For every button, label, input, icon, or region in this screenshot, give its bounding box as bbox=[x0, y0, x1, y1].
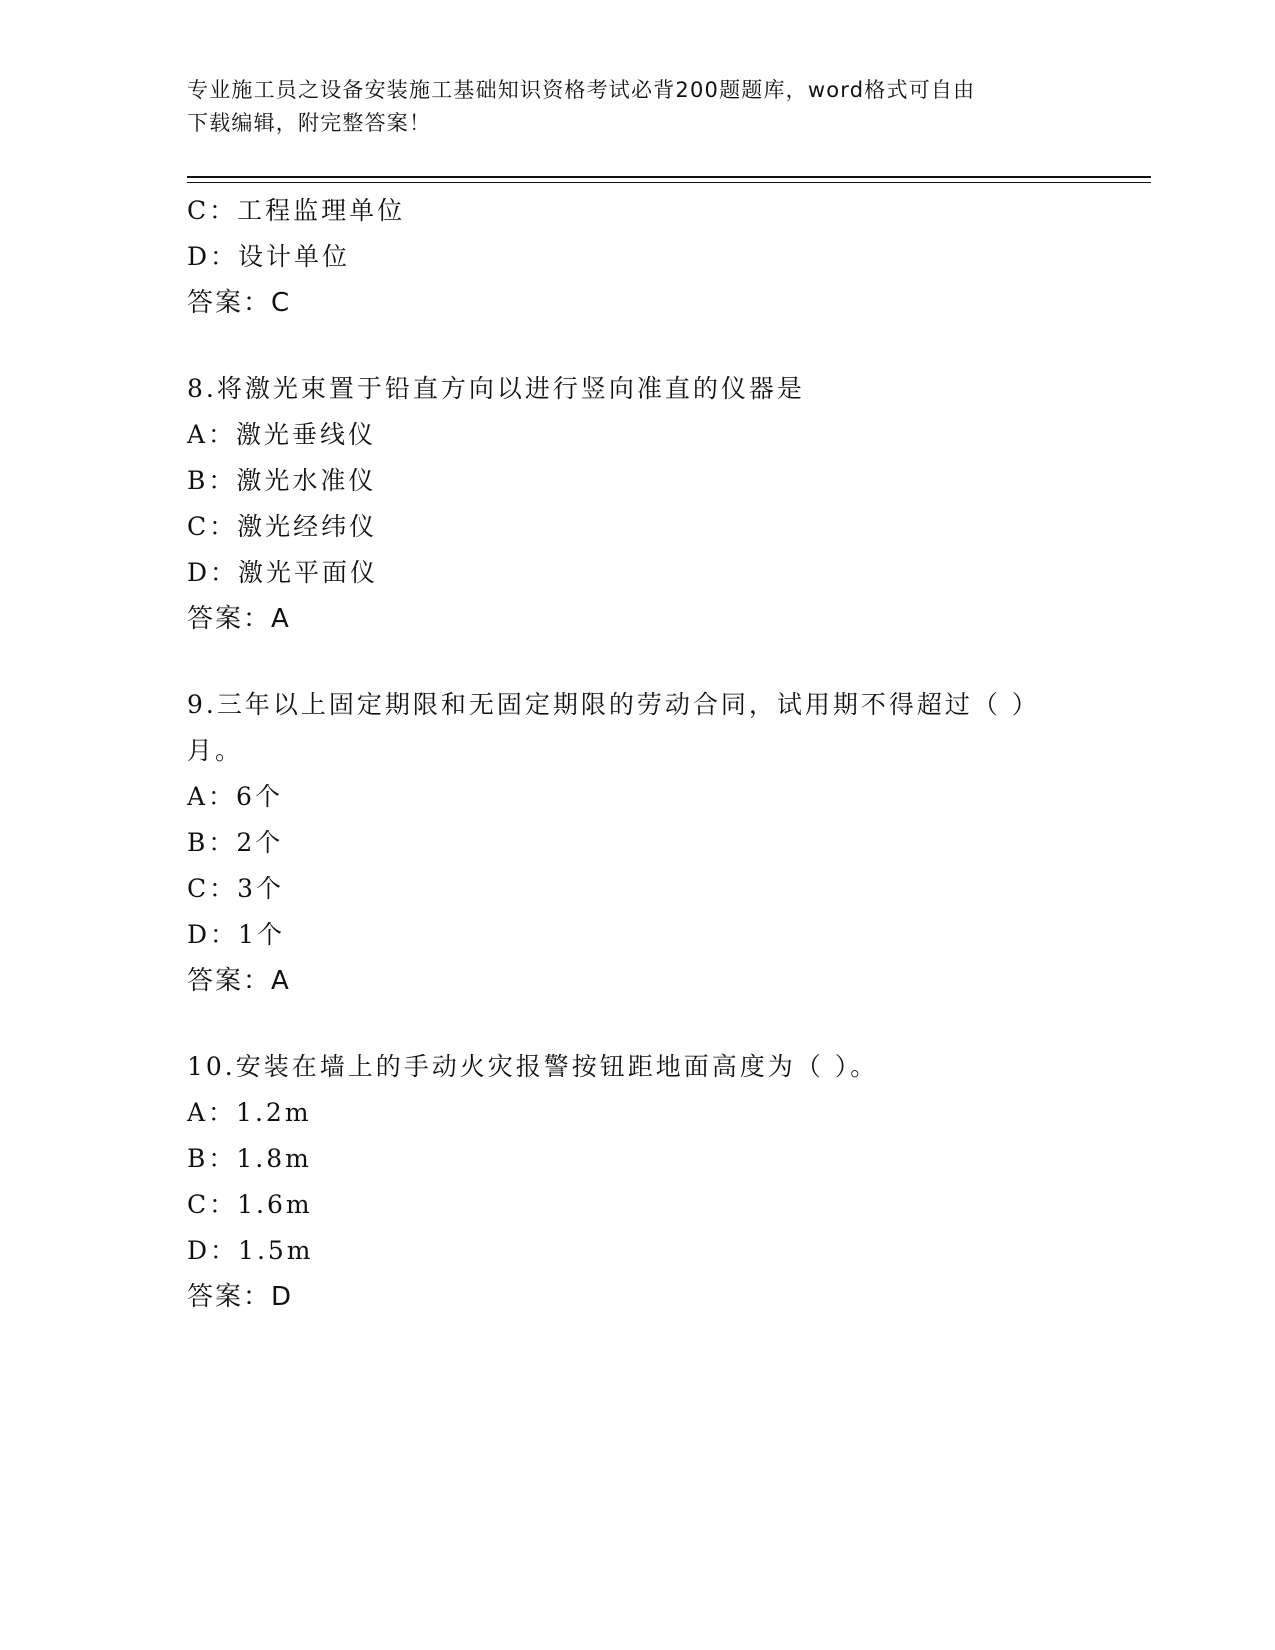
spacer bbox=[187, 326, 1087, 366]
option-a: A：激光垂线仪 bbox=[187, 420, 377, 449]
option-d: D：设计单位 bbox=[187, 242, 351, 271]
question-stem-continued: 月。 bbox=[187, 736, 244, 765]
option-d: D：1个 bbox=[187, 920, 285, 949]
header-divider-thin bbox=[187, 182, 1151, 183]
spacer bbox=[187, 642, 1087, 682]
answer-line: 答案：C bbox=[187, 288, 292, 318]
header-line-1: 专业施工员之设备安装施工基础知识资格考试必背200题题库，word格式可自由 bbox=[187, 78, 976, 102]
option-c: C：1.6m bbox=[187, 1190, 313, 1219]
answer-line: 答案：D bbox=[187, 1282, 294, 1312]
document-header bbox=[187, 74, 1087, 140]
option-d: D：激光平面仪 bbox=[187, 558, 379, 587]
question-content bbox=[187, 188, 1087, 1320]
header-line-2: 下载编辑，附完整答案！ bbox=[187, 111, 432, 135]
option-d: D：1.5m bbox=[187, 1236, 314, 1265]
question-9 bbox=[187, 682, 1087, 1004]
option-c: C：激光经纬仪 bbox=[187, 512, 378, 541]
option-c: C：工程监理单位 bbox=[187, 196, 406, 225]
question-stem: 8.将激光束置于铅直方向以进行竖向准直的仪器是 bbox=[187, 374, 805, 403]
question-stem: 10.安装在墙上的手动火灾报警按钮距地面高度为（ ）。 bbox=[187, 1052, 879, 1081]
answer-line: 答案：A bbox=[187, 604, 291, 634]
question-10 bbox=[187, 1044, 1087, 1320]
option-a: A：6个 bbox=[187, 782, 283, 811]
option-b: B：激光水准仪 bbox=[187, 466, 377, 495]
option-b: B：2个 bbox=[187, 828, 284, 857]
prev-question-block bbox=[187, 188, 1087, 326]
option-a: A：1.2m bbox=[187, 1098, 312, 1127]
option-b: B：1.8m bbox=[187, 1144, 312, 1173]
spacer bbox=[187, 1004, 1087, 1044]
option-c: C：3个 bbox=[187, 874, 285, 903]
header-divider-thick bbox=[187, 176, 1151, 178]
question-stem: 9.三年以上固定期限和无固定期限的劳动合同，试用期不得超过（ ） bbox=[187, 690, 1040, 719]
question-8 bbox=[187, 366, 1087, 642]
answer-line: 答案：A bbox=[187, 966, 291, 996]
